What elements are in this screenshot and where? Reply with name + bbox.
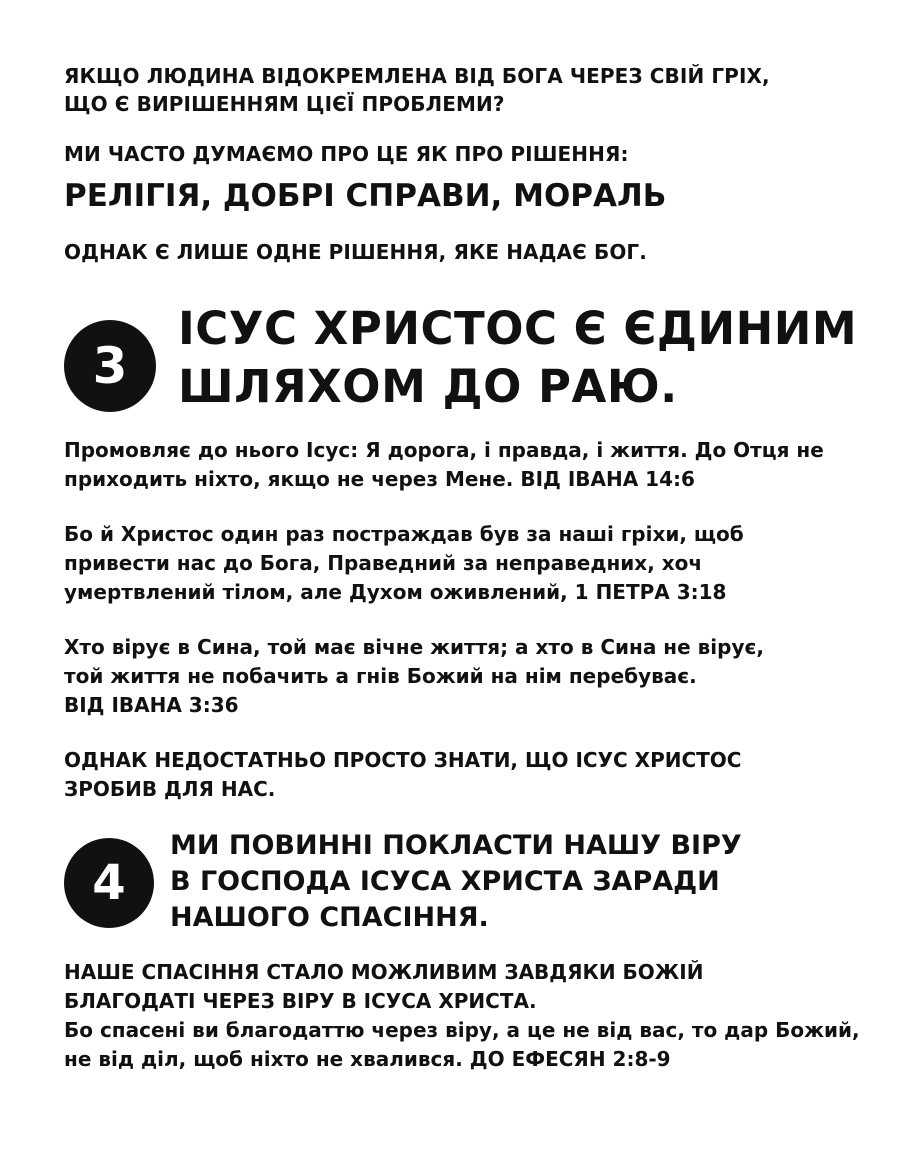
- intro-question-line: ЩО Є ВИРІШЕННЯМ ЦІЄЇ ПРОБЛЕМИ?: [64, 92, 505, 116]
- verse-john-14-6: [64, 436, 864, 494]
- verse-line: привести нас до Бога, Праведний за неправедних, хоч: [64, 551, 703, 575]
- wrong-solutions-heading: РЕЛІГІЯ, ДОБРІ СПРАВИ, МОРАЛЬ: [64, 178, 667, 214]
- verse-line: Бо спасені ви благодаттю через віру, а це не від вас, то дар Божий,: [64, 1018, 860, 1042]
- step-4-title: [170, 828, 742, 936]
- statement-line: ОДНАК НЕДОСТАТНЬО ПРОСТО ЗНАТИ, ЩО ІСУС ХРИСТОС: [64, 748, 742, 772]
- statement-line: НАШЕ СПАСІННЯ СТАЛО МОЖЛИВИМ ЗАВДЯКИ БОЖІЙ: [64, 960, 704, 984]
- step-4-title-line: В ГОСПОДА ІСУСА ХРИСТА ЗАРАДИ: [170, 866, 720, 897]
- step-4-section: [64, 828, 864, 936]
- step-3-title-line: ШЛЯХОМ ДО РАЮ.: [178, 360, 678, 413]
- verse-line: Хто вірує в Сина, той має вічне життя; а хто в Сина не вірує,: [64, 635, 764, 659]
- step-4-title-line: МИ ПОВИННІ ПОКЛАСТИ НАШУ ВІРУ: [170, 830, 742, 861]
- verse-line: умертвлений тілом, але Духом оживлений, 1 ПЕТРА 3:18: [64, 580, 727, 604]
- step-3-section: [64, 300, 864, 416]
- intro-question-line: ЯКЩО ЛЮДИНА ВІДОКРЕМЛЕНА ВІД БОГА ЧЕРЕЗ СВІЙ ГРІХ,: [64, 64, 770, 88]
- verse-line: приходить ніхто, якщо не через Мене. ВІД ІВАНА 14:6: [64, 467, 695, 491]
- statement-line: БЛАГОДАТІ ЧЕРЕЗ ВІРУ В ІСУСА ХРИСТА.: [64, 989, 537, 1013]
- intro-question: [64, 62, 864, 118]
- step-3-title: [178, 300, 857, 416]
- verse-line: Промовляє до нього Ісус: Я дорога, і правда, і життя. До Отця не: [64, 438, 824, 462]
- one-solution-statement: ОДНАК Є ЛИШЕ ОДНЕ РІШЕННЯ, ЯКЕ НАДАЄ БОГ.: [64, 240, 647, 264]
- verse-1-peter-3-18: [64, 520, 864, 607]
- step-3-number-badge: 3: [64, 320, 156, 412]
- verse-line: Бо й Христос один раз постраждав був за наші гріхи, щоб: [64, 522, 744, 546]
- not-enough-statement: [64, 746, 864, 804]
- verse-line: не від діл, щоб ніхто не хвалився. ДО ЕФЕСЯН 2:8-9: [64, 1047, 671, 1071]
- verse-line: ВІД ІВАНА 3:36: [64, 693, 239, 717]
- salvation-statement: [64, 958, 864, 1074]
- common-thought: МИ ЧАСТО ДУМАЄМО ПРО ЦЕ ЯК ПРО РІШЕННЯ:: [64, 142, 629, 166]
- verse-john-3-36: [64, 633, 864, 720]
- step-3-title-line: ІСУС ХРИСТОС Є ЄДИНИМ: [178, 302, 858, 355]
- step-4-title-line: НАШОГО СПАСІННЯ.: [170, 902, 489, 933]
- verse-line: той життя не побачить а гнів Божий на нім перебуває.: [64, 664, 697, 688]
- statement-line: ЗРОБИВ ДЛЯ НАС.: [64, 777, 276, 801]
- tract-page: [64, 62, 864, 1074]
- step-4-number-badge: 4: [64, 838, 154, 928]
